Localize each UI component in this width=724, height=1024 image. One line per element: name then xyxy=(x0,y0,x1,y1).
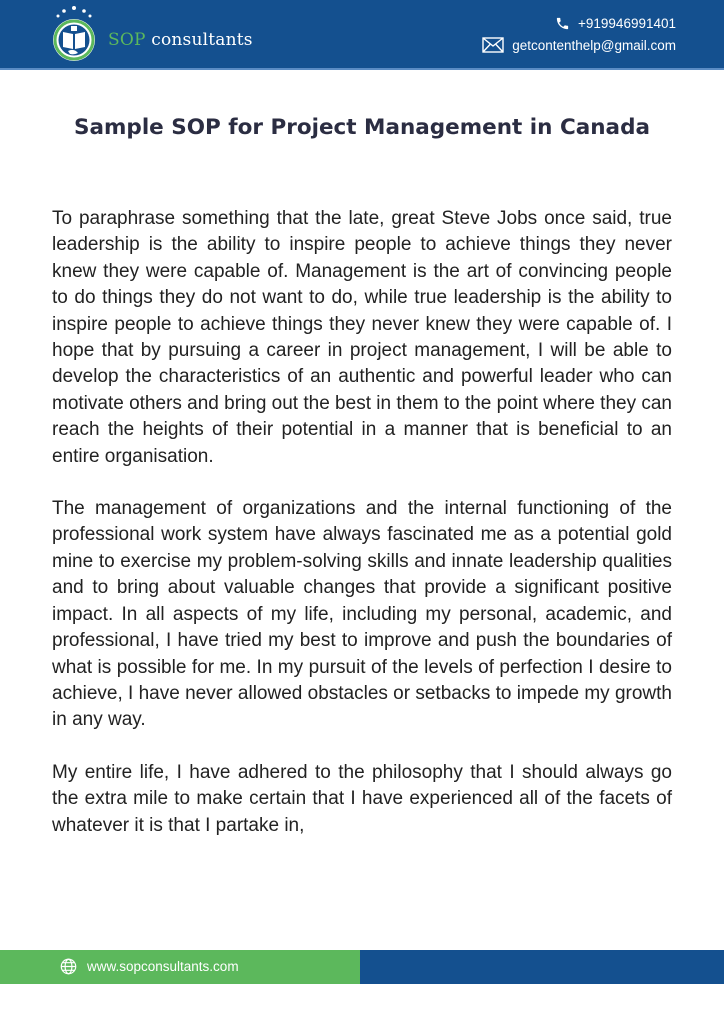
paragraph: The management of organizations and the internal functioning of the professional work system have always fascinated me as a potential gold mine to exercise my problem-solving skills and innate leadership qualities and to bring about valuable changes that provide a significant positive impact. In all aspects of my life, including my personal, academic, and professional, I have tried my best to improve and push the boundaries of what is possible for me. In my pursuit of the levels of perfection I desire to achieve, I have never allowed obstacles or setbacks to impede my growth in any way. xyxy=(52,498,672,731)
header-band xyxy=(0,0,724,70)
footer-blue-section xyxy=(360,950,724,984)
phone-number[interactable]: +919946991401 xyxy=(578,15,676,31)
phone-icon xyxy=(555,16,570,31)
email-address[interactable]: getcontenthelp@gmail.com xyxy=(512,37,676,53)
website-link[interactable]: www.sopconsultants.com xyxy=(87,959,239,974)
email-row xyxy=(482,34,676,56)
phone-row xyxy=(482,12,676,34)
book-logo-icon xyxy=(44,4,104,64)
globe-icon xyxy=(60,958,77,975)
brand-suffix: consultants xyxy=(151,30,253,50)
brand-name xyxy=(108,30,253,50)
page-title: Sample SOP for Project Management in Canada xyxy=(74,115,650,140)
envelope-icon xyxy=(482,37,504,53)
footer-band xyxy=(0,950,724,984)
paragraph: To paraphrase something that the late, great Steve Jobs once said, true leadership is the ability to inspire people to achieve things they never knew they were capable of. Management is the art of convincing people to do things they do not want to do, while true leadership is the ability to inspire people to achieve things they never knew they were capable of. I hope that by pursuing a career in project management, I will be able to develop the characteristics of an authentic and powerful leader who can motivate others and bring out the best in them to the point where they can reach the heights of their potential in a manner that is beneficial to an entire organisation. xyxy=(52,208,672,467)
brand-prefix: SOP xyxy=(108,30,146,50)
contact-info xyxy=(482,12,676,56)
website-row xyxy=(60,958,239,975)
document-body xyxy=(52,206,672,865)
paragraph: My entire life, I have adhered to the philosophy that I should always go the extra mile to make certain that I have experienced all of the facets of whatever it is that I partake in, xyxy=(52,761,672,836)
